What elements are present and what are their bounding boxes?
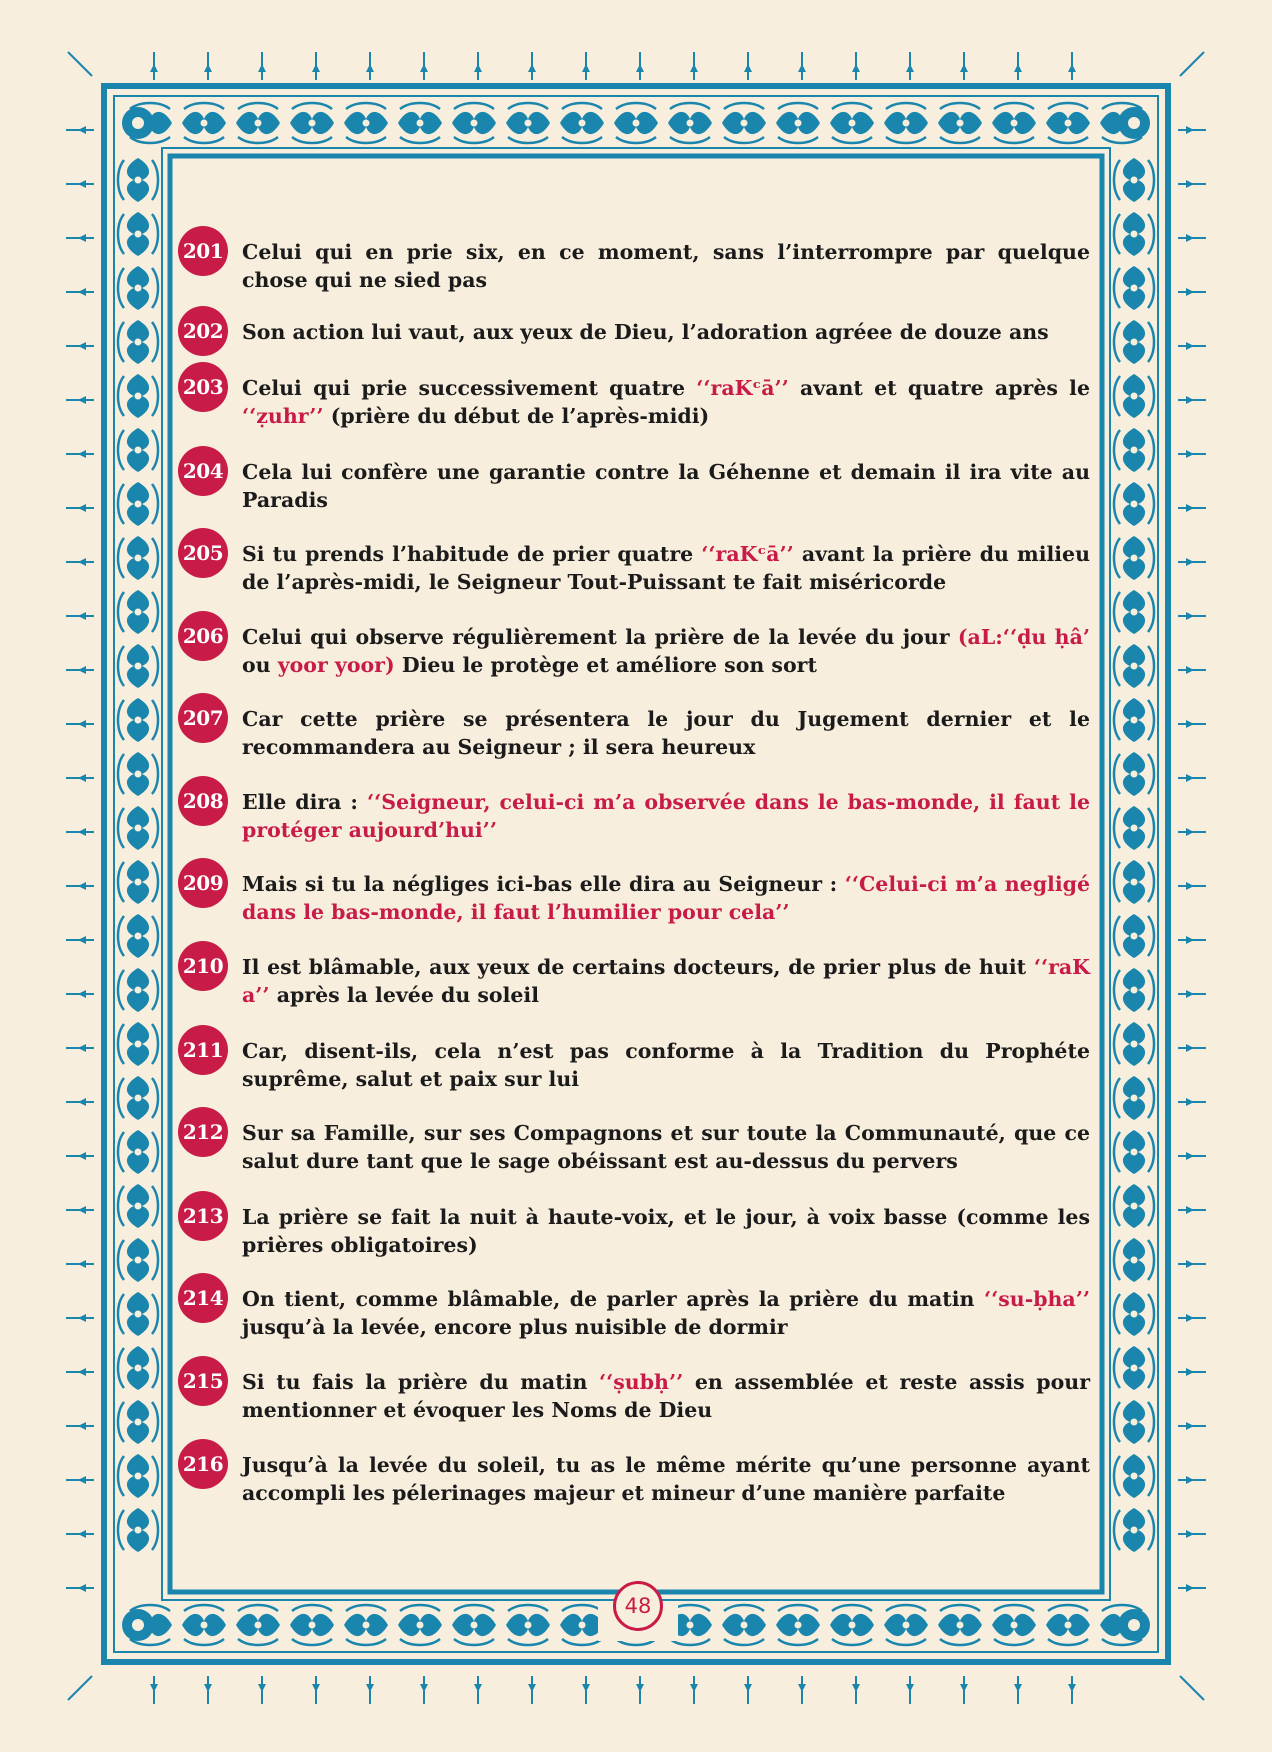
verse-number-badge: 216 — [178, 1439, 228, 1489]
verse-number-badge: 213 — [178, 1191, 228, 1241]
verse-text — [242, 1451, 1090, 1507]
verse-text-segment: après la levée du soleil — [269, 983, 540, 1007]
verse-item — [178, 318, 1090, 346]
verse-text-segment: Jusqu’à la levée du soleil, tu as le même mérite qu’une personne ayant accompli les pélerinages majeur et mineur d’une manière parfaite — [242, 1453, 1090, 1505]
verse-text — [242, 238, 1090, 294]
verse-text — [242, 1285, 1090, 1341]
verse-item — [178, 1119, 1090, 1175]
verse-number-badge: 208 — [178, 776, 228, 826]
verse-text — [242, 540, 1090, 596]
verse-number-badge: 207 — [178, 693, 228, 743]
verse-text-segment: On tient, comme blâmable, de parler après la prière du matin — [242, 1287, 984, 1311]
verse-text-segment: Elle dira : — [242, 790, 367, 814]
transliteration-term: ‘‘ẓuhr’’ — [242, 404, 324, 428]
verse-number-badge: 206 — [178, 611, 228, 661]
transliteration-term: yoor yoor) — [277, 653, 395, 677]
verse-text-segment: en assemblée et reste assis pour mentionner et évoquer les Noms de Dieu — [242, 1370, 1091, 1422]
verse-number-badge: 202 — [178, 306, 228, 356]
verse-text-segment: (prière du début de l’après-midi) — [323, 404, 710, 428]
verse-item — [178, 623, 1090, 679]
verse-text-segment: Il est blâmable, aux yeux de certains docteurs, de prier plus de huit — [242, 955, 1034, 979]
verse-number-badge: 204 — [178, 446, 228, 496]
verse-text — [242, 1119, 1090, 1175]
verse-text-segment: Mais si tu la négliges ici-bas elle dira au Seigneur : — [242, 872, 845, 896]
verse-text-segment: Celui qui observe régulièrement la prière de la levée du jour — [242, 625, 958, 649]
verse-text-segment: La prière se fait la nuit à haute-voix, et le jour, à voix basse (comme les prières obligatoires) — [242, 1205, 1090, 1257]
verse-text — [242, 953, 1090, 1009]
transliteration-term: ‘‘Celui-ci m’a negligé dans le bas-monde, il faut l’humilier pour cela’’ — [242, 872, 1090, 924]
transliteration-term: ‘‘su-ḅha’’ — [983, 1287, 1090, 1311]
verse-text — [242, 1203, 1090, 1259]
transliteration-term: (aL:‘‘ḍu ḥâ’ — [957, 625, 1090, 649]
verse-item — [178, 705, 1090, 761]
verse-text-segment: Car, disent-ils, cela n’est pas conforme à la Tradition du Prophéte suprême, salut et paix sur lui — [242, 1039, 1090, 1091]
verse-item — [178, 1368, 1090, 1424]
verse-item — [178, 540, 1090, 596]
verse-text-segment: avant la prière du milieu de l’après-midi, le Seigneur Tout-Puissant te fait miséricorde — [242, 542, 1091, 594]
verse-number-badge: 214 — [178, 1273, 228, 1323]
verse-text-segment: Sur sa Famille, sur ses Compagnons et sur toute la Communauté, que ce salut dure tant que le sage obéissant est au-dessus du pervers — [242, 1121, 1090, 1173]
verse-text-segment: Si tu prends l’habitude de prier quatre — [242, 542, 702, 566]
verse-item — [178, 788, 1090, 844]
verse-text-segment: avant et quatre après le — [788, 376, 1091, 400]
verse-text-segment: Celui qui prie successivement quatre — [242, 376, 697, 400]
verse-text — [242, 1368, 1090, 1424]
page-number: 48 — [613, 1581, 663, 1631]
verse-number-badge: 212 — [178, 1107, 228, 1157]
verse-text — [242, 623, 1090, 679]
verse-item — [178, 374, 1090, 430]
verse-item — [178, 953, 1090, 1009]
transliteration-term: ‘‘raKᶜā’’ — [701, 542, 794, 566]
verse-text-segment: Car cette prière se présentera le jour du Jugement dernier et le recommandera au Seigneur ; il sera heureux — [242, 707, 1090, 759]
verse-item — [178, 870, 1090, 926]
verse-number-badge: 215 — [178, 1356, 228, 1406]
verse-number-badge: 203 — [178, 362, 228, 412]
transliteration-term: ‘‘raK a’’ — [242, 955, 1090, 1007]
verse-text-segment: ou — [242, 653, 278, 677]
verse-number-badge: 210 — [178, 941, 228, 991]
verse-number-badge: 201 — [178, 226, 228, 276]
verse-text-segment: Celui qui en prie six, en ce moment, sans l’interrompre par quelque chose qui ne sied pas — [242, 240, 1090, 292]
verse-item — [178, 238, 1090, 294]
verse-item — [178, 1451, 1090, 1507]
verse-text-segment: Cela lui confère une garantie contre la Géhenne et demain il ira vite au Paradis — [242, 460, 1090, 512]
transliteration-term: ‘‘raKᶜā’’ — [696, 376, 789, 400]
verse-item — [178, 458, 1090, 514]
verse-text-segment: Son action lui vaut, aux yeux de Dieu, l’adoration agréee de douze ans — [242, 320, 1049, 344]
verse-text — [242, 705, 1090, 761]
verse-text — [242, 870, 1090, 926]
verse-text — [242, 374, 1090, 430]
transliteration-term: ‘‘ṣubḥ’’ — [598, 1370, 684, 1394]
verse-item — [178, 1037, 1090, 1093]
verse-text-segment: Si tu fais la prière du matin — [242, 1370, 599, 1394]
verse-text — [242, 1037, 1090, 1093]
verse-text — [242, 318, 1090, 346]
verse-text — [242, 788, 1090, 844]
verse-number-badge: 209 — [178, 858, 228, 908]
transliteration-term: ‘‘Seigneur, celui-ci m’a observée dans le bas-monde, il faut le protéger aujourd’hui’’ — [242, 790, 1090, 842]
verse-text-segment: jusqu’à la levée, encore plus nuisible de dormir — [242, 1315, 788, 1339]
verse-text — [242, 458, 1090, 514]
verse-item — [178, 1285, 1090, 1341]
verse-number-badge: 205 — [178, 528, 228, 578]
verse-number-badge: 211 — [178, 1025, 228, 1075]
verse-text-segment: Dieu le protège et améliore son sort — [394, 653, 817, 677]
verse-item — [178, 1203, 1090, 1259]
